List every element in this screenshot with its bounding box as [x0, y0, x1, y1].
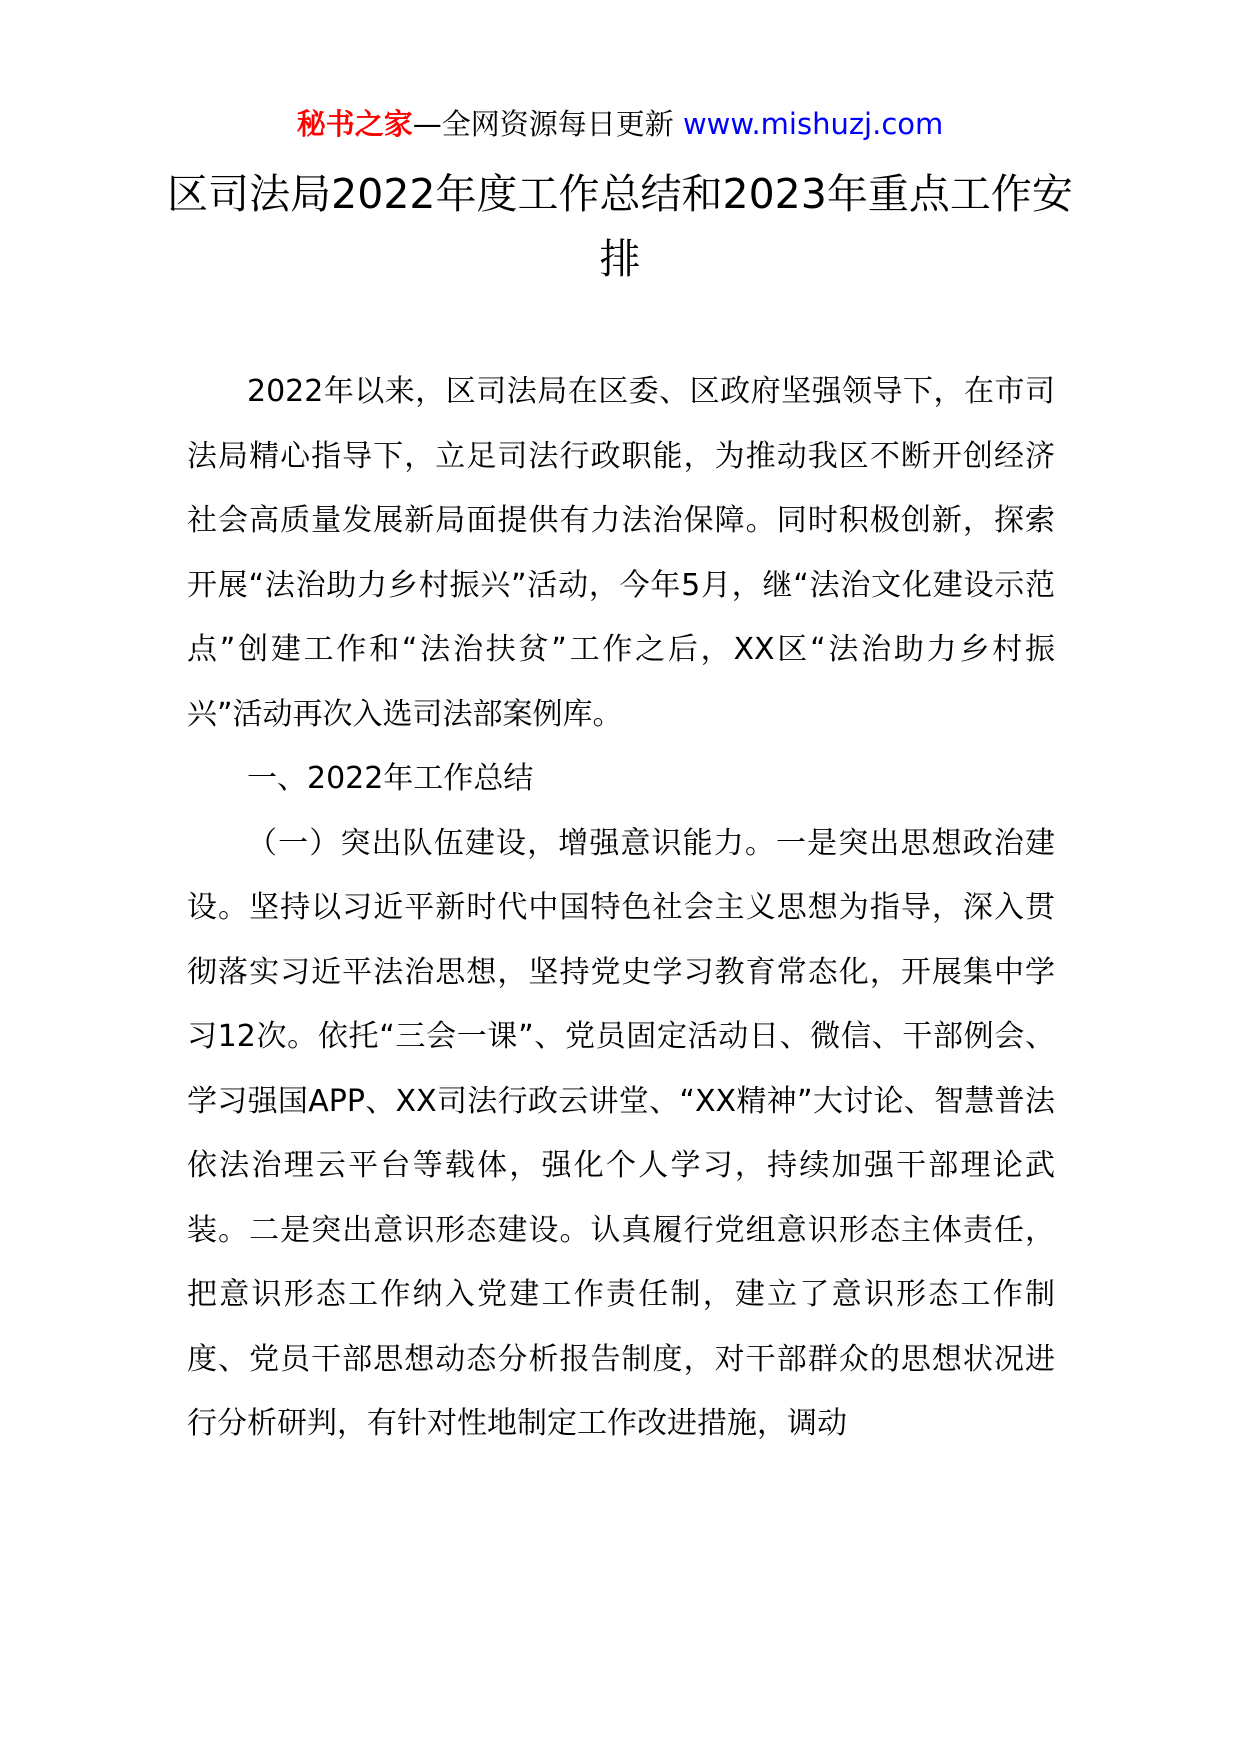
site-tagline: —全网资源每日更新	[412, 107, 683, 141]
document-title: 区司法局2022年度工作总结和2023年重点工作安排	[167, 170, 1073, 283]
site-header	[0, 102, 1240, 146]
site-url-link[interactable]: www.mishuzj.com	[682, 107, 944, 141]
body-paragraph: （一）突出队伍建设，增强意识能力。一是突出思想政治建设。坚持以习近平新时代中国特色社会主义思想为指导，深入贯彻落实习近平法治思想，坚持党史学习教育常态化，开展集中学习12次。依托“三会一课”、党员固定活动日、微信、干部例会、学习强国APP、XX司法行政云讲堂、“XX精神”大讨论、智慧普法依法治理云平台等载体，强化个人学习，持续加强干部理论武装。二是突出意识形态建设。认真履行党组意识形态主体责任，把意识形态工作纳入党建工作责任制，建立了意识形态工作制度、党员干部思想动态分析报告制度，对干部群众的思想状况进行分析研判，有针对性地制定工作改进措施，调动	[187, 825, 1055, 1441]
site-brand: 秘书之家	[296, 107, 413, 141]
intro-paragraph: 2022年以来，区司法局在区委、区政府坚强领导下，在市司法局精心指导下，立足司法行政职能，为推动我区不断开创经济社会高质量发展新局面提供有力法治保障。同时积极创新，探索开展“法治助力乡村振兴”活动，今年5月，继“法治文化建设示范点”创建工作和“法治扶贫”工作之后，XX区“法治助力乡村振兴”活动再次入选司法部案例库。	[187, 374, 1055, 732]
section-heading: 一、2022年工作总结	[247, 761, 534, 796]
document-body	[187, 360, 1055, 1457]
